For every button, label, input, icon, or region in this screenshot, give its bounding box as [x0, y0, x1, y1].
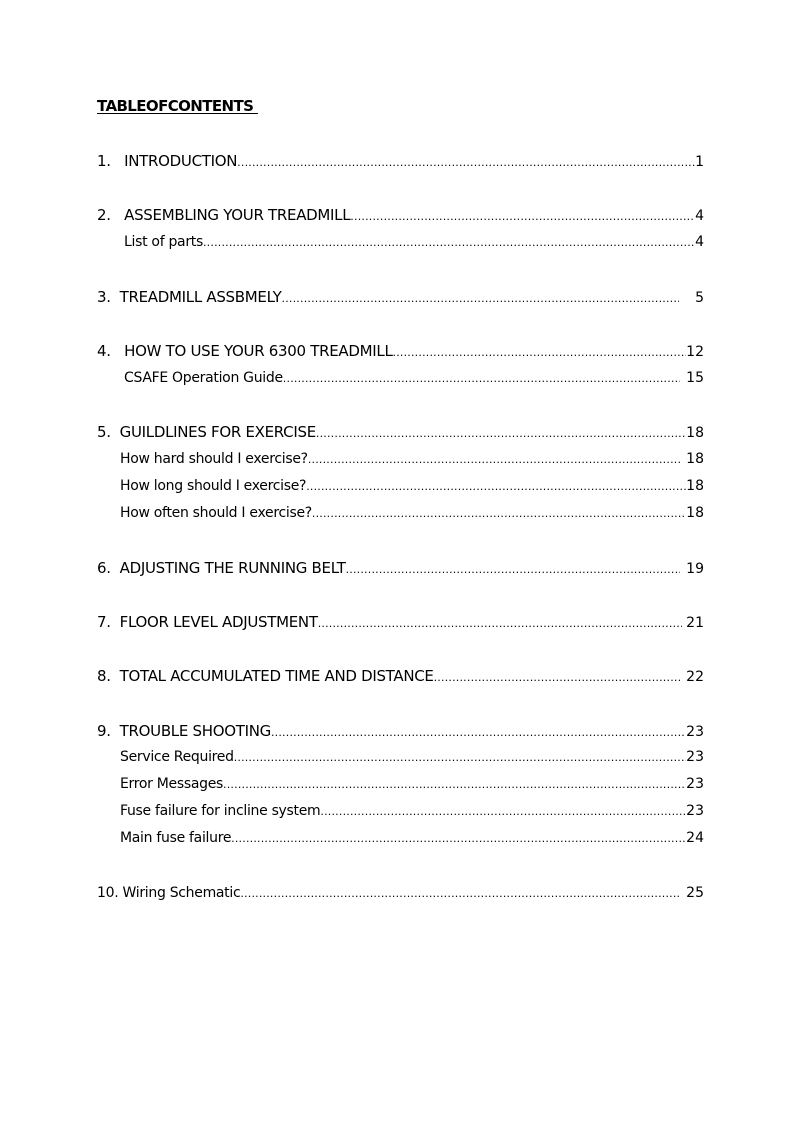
toc-entry-service-required[interactable]	[0, 749, 802, 771]
dot-leader	[240, 887, 680, 900]
toc-entry-list-of-parts[interactable]	[0, 234, 802, 256]
toc-entry-label: CSAFE Operation Guide	[124, 370, 283, 386]
toc-entry-page: 19	[686, 561, 704, 577]
toc-entry-how-often[interactable]	[0, 505, 802, 527]
toc-entry-page: 24	[686, 830, 704, 846]
toc-entry-page: 18	[686, 451, 704, 467]
toc-entry-label: 3. TREADMILL ASSBMELY	[97, 288, 282, 306]
toc-entry-label: How often should I exercise?	[120, 505, 312, 521]
toc-entry-guidelines[interactable]	[0, 423, 802, 445]
toc-entry-label: 10. Wiring Schematic	[97, 885, 241, 901]
dot-leader	[203, 236, 695, 249]
toc-entry-label: 6. ADJUSTING THE RUNNING BELT	[97, 559, 346, 577]
toc-entry-page: 23	[686, 724, 704, 740]
toc-entry-introduction[interactable]	[0, 152, 802, 174]
dot-leader	[283, 372, 680, 385]
toc-entry-label: 4. HOW TO USE YOUR 6300 TREADMILL	[97, 342, 393, 360]
dot-leader	[312, 507, 686, 520]
toc-entry-page: 21	[686, 615, 704, 631]
toc-entry-how-hard[interactable]	[0, 451, 802, 473]
dot-leader	[234, 751, 686, 764]
toc-entry-running-belt[interactable]	[0, 559, 802, 581]
toc-entry-csafe[interactable]	[0, 370, 802, 392]
toc-entry-label: 2. ASSEMBLING YOUR TREADMILL	[97, 206, 351, 224]
dot-leader	[318, 617, 682, 630]
toc-entry-page: 1	[695, 154, 704, 170]
toc-entry-label: 8. TOTAL ACCUMULATED TIME AND DISTANCE	[97, 667, 434, 685]
dot-leader	[282, 292, 680, 305]
toc-entry-page: 23	[686, 776, 704, 792]
toc-entry-label: How long should I exercise?	[120, 478, 307, 494]
toc-entry-label: 1. INTRODUCTION	[97, 152, 238, 170]
toc-entry-error-messages[interactable]	[0, 776, 802, 798]
toc-entry-how-long[interactable]	[0, 478, 802, 500]
toc-entry-trouble-shooting[interactable]	[0, 722, 802, 744]
dot-leader	[271, 726, 686, 739]
toc-entry-page: 22	[686, 669, 704, 685]
toc-entry-label: Main fuse failure	[120, 830, 232, 846]
toc-entry-label: Service Required	[120, 749, 234, 765]
dot-leader	[316, 427, 686, 440]
toc-entry-page: 18	[686, 425, 704, 441]
dot-leader	[308, 453, 680, 466]
toc-entry-main-fuse[interactable]	[0, 830, 802, 852]
dot-leader	[434, 671, 683, 684]
dot-leader	[346, 563, 681, 576]
toc-entry-label: 5. GUILDLINES FOR EXERCISE	[97, 423, 316, 441]
dot-leader	[223, 778, 686, 791]
toc-entry-label: 9. TROUBLE SHOOTING	[97, 722, 271, 740]
toc-entry-fuse-incline[interactable]	[0, 803, 802, 825]
toc-entry-label: Error Messages	[120, 776, 224, 792]
toc-entry-label: List of parts	[124, 234, 203, 250]
toc-entry-wiring-schematic[interactable]	[0, 885, 802, 907]
toc-entry-label: How hard should I exercise?	[120, 451, 308, 467]
toc-entry-page: 4	[695, 208, 704, 224]
dot-leader	[231, 832, 686, 845]
toc-entry-page: 12	[686, 344, 704, 360]
toc-entry-page: 4	[695, 234, 704, 250]
toc-entry-accumulated[interactable]	[0, 667, 802, 689]
toc-entry-label: 7. FLOOR LEVEL ADJUSTMENT	[97, 613, 318, 631]
toc-entry-page: 15	[686, 370, 704, 386]
page-title: TABLEOFCONTENTS	[97, 97, 258, 115]
toc-entry-page: 23	[686, 749, 704, 765]
toc-entry-page: 18	[686, 478, 704, 494]
toc-entry-how-to-use[interactable]	[0, 342, 802, 364]
toc-entry-page: 5	[695, 290, 704, 306]
toc-entry-floor-level[interactable]	[0, 613, 802, 635]
toc-entry-assembly[interactable]	[0, 288, 802, 310]
dot-leader	[393, 346, 687, 359]
dot-leader	[306, 480, 686, 493]
dot-leader	[350, 210, 695, 223]
dot-leader	[320, 805, 686, 818]
toc-entry-assembling[interactable]	[0, 206, 802, 228]
toc-entry-page: 25	[686, 885, 704, 901]
dot-leader	[237, 156, 695, 169]
toc-entry-page: 18	[686, 505, 704, 521]
toc-entry-page: 23	[686, 803, 704, 819]
toc-entry-label: Fuse failure for incline system	[120, 803, 321, 819]
